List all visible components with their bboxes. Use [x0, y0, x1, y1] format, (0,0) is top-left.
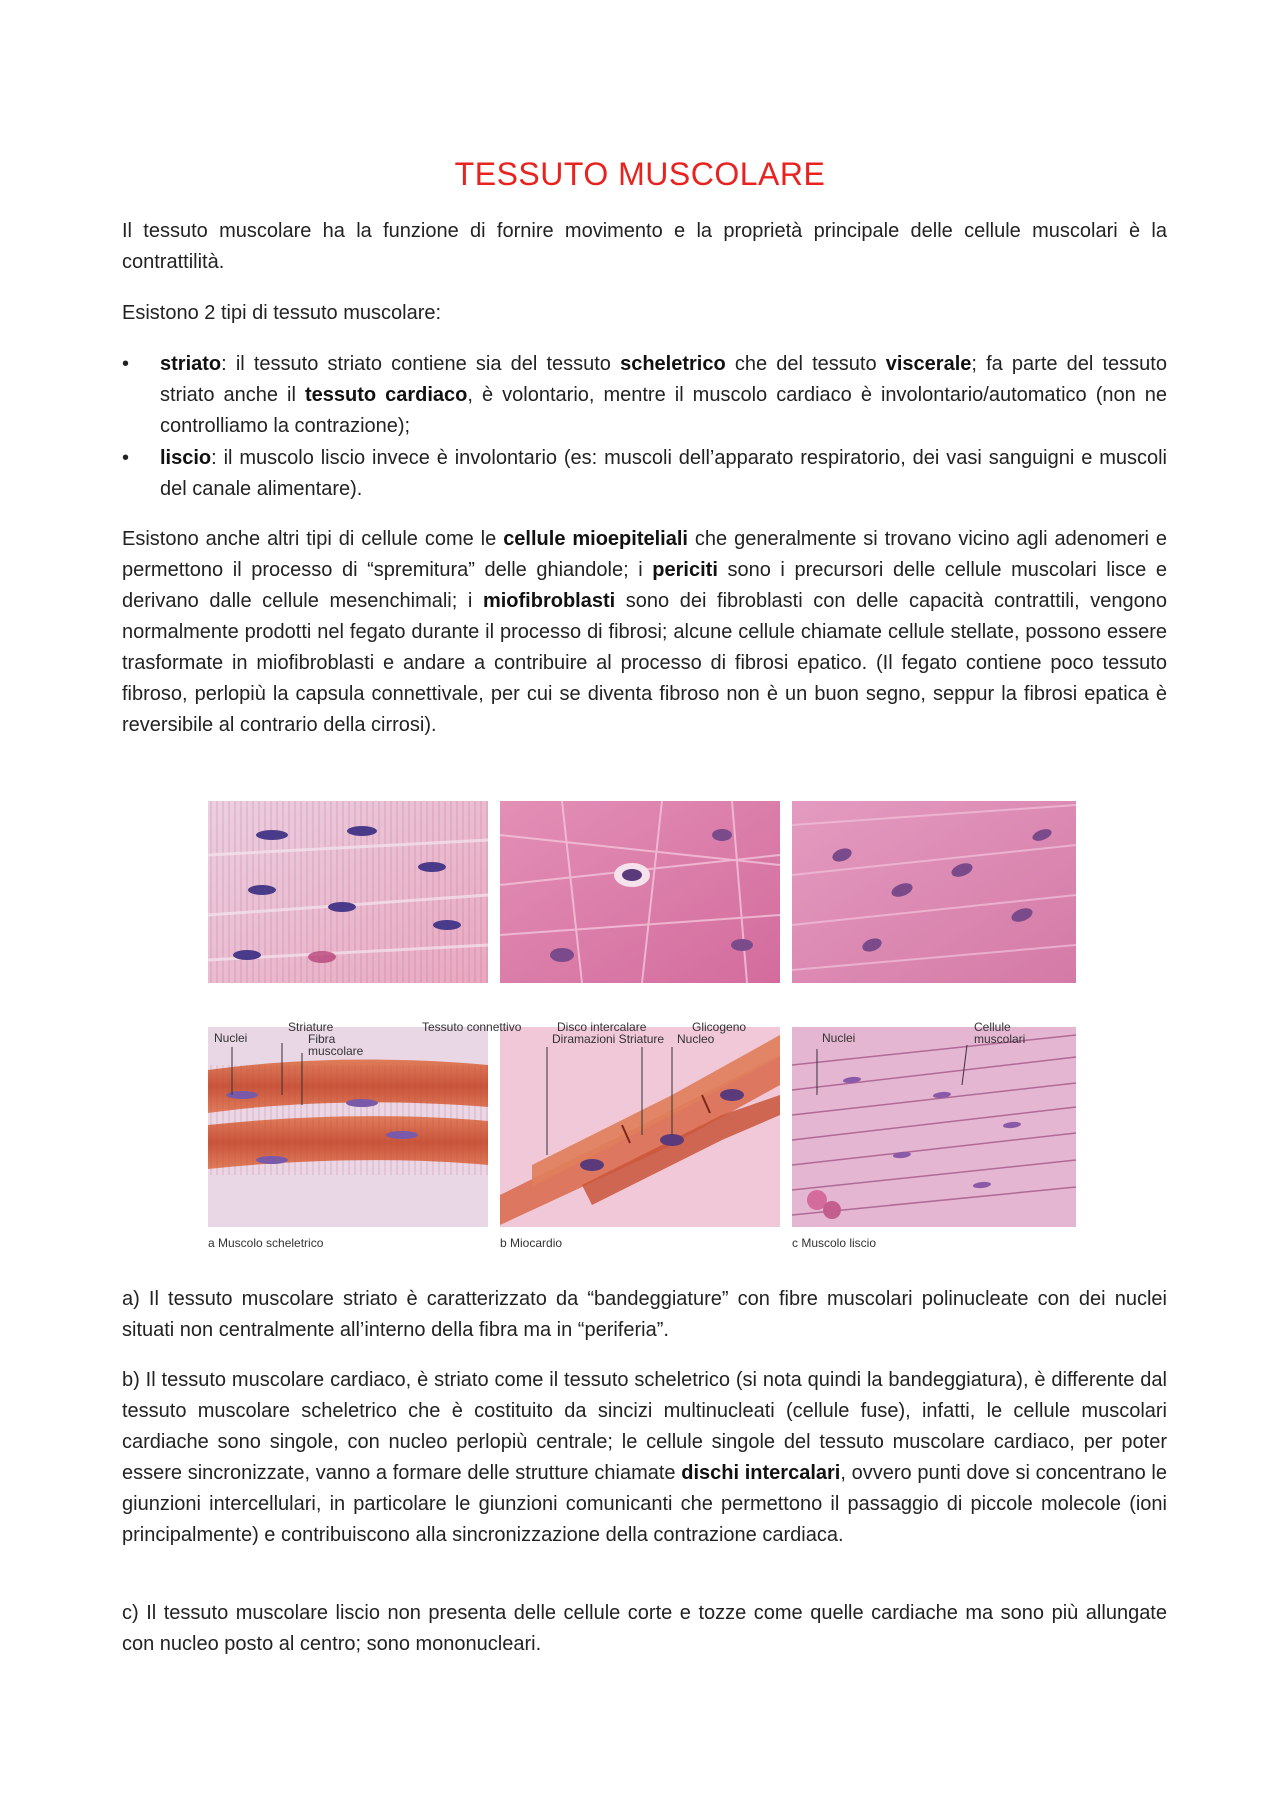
- bullet-liscio: liscio: il muscolo liscio invece è involontario (es: muscoli dell’apparato respiratorio, dei vasi sanguigni e muscoli del canale alimentare).: [160, 447, 1167, 500]
- label-muscolare: muscolare: [308, 1044, 364, 1058]
- paragraph-c: c) Il tessuto muscolare liscio non presenta delle cellule corte e tozze come quelle cardiache ma sono più allungate con nucleo posto al centro; sono mononucleari.: [122, 1602, 1167, 1655]
- other-cells-paragraph: Esistono anche altri tipi di cellule come le cellule mioepiteliali che generalmente si trovano vicino agli adenomeri e permettono il processo di “spremitura” delle ghiandole; i periciti sono i precursori delle cellule muscolari lisce e derivano dalle cellule mesenchimali; i miofibroblasti sono dei fibroblasti con delle capacità contrattili, vengono normalmente prodotti nel fegato durante il processo di fibrosi; alcune cellule chiamate cellule stellate, possono essere trasformate in miofibroblasti e andare a contribuire al processo di fibrosi epatico. (Il fegato contiene poco tessuto fibroso, perlopiù la capsula connettivale, per cui se diventa fibroso non è un buon segno, seppur la fibrosi epatica è reversibile al contrario della cirrosi).: [122, 528, 1168, 736]
- page-title: TESSUTO MUSCOLARE: [454, 156, 826, 192]
- label-striature: Striature: [288, 1020, 334, 1034]
- label-cellule: Cellule: [974, 1020, 1011, 1034]
- term-liscio: liscio: [160, 447, 212, 469]
- caption-b: b Miocardio: [500, 1236, 563, 1250]
- micrograph-a-top: [208, 801, 488, 983]
- illustration-b-cardiac: [500, 1027, 780, 1227]
- intro-paragraph: Il tessuto muscolare ha la funzione di fornire movimento e la proprietà principale delle cellule muscolari è la contrattilità.: [122, 220, 1167, 273]
- types-intro: Esistono 2 tipi di tessuto muscolare:: [122, 302, 442, 324]
- label-nuclei-c: Nuclei: [822, 1031, 856, 1045]
- caption-c: c Muscolo liscio: [792, 1236, 877, 1250]
- label-muscolari: muscolari: [974, 1032, 1026, 1046]
- term-striato: striato: [160, 353, 222, 375]
- paragraph-b: b) Il tessuto muscolare cardiaco, è striato come il tessuto scheletrico (si nota quindi la bandeggiatura), è differente dal tessuto muscolare scheletrico che è costituito da sincizi multinucleati (cellule fuse), infatti, le cellule muscolari cardiache sono singole, con nucleo perlopiù centrale; le cellule singole del tessuto muscolare cardiaco, per poter essere sincronizzate, vanno a formare delle strutture chiamate dischi intercalari, ovvero punti dove si concentrano le giunzioni intercellulari, in particolare le giunzioni comunicanti che permettono il passaggio di piccole molecole (ioni principalmente) e contribuiscono alla sincronizzazione della contrazione cardiaca.: [122, 1369, 1167, 1546]
- micrograph-b-top: [500, 801, 780, 983]
- illustration-c-smooth: [792, 1027, 1076, 1227]
- bullet-striato: striato: il tessuto striato contiene sia del tessuto scheletrico che del tessuto viscerale; fa parte del tessuto striato anche il tessuto cardiaco, è volontario, mentre il muscolo cardiaco è involontario/automatico (non ne controlliamo la contrazione);: [160, 353, 1168, 437]
- label-tessuto-connettivo: Tessuto connettivo: [422, 1020, 522, 1034]
- bullet-dot: •: [122, 353, 130, 375]
- bullet-dot: •: [122, 447, 130, 469]
- micrograph-c-top: [792, 801, 1076, 983]
- paragraph-a: a) Il tessuto muscolare striato è caratterizzato da “bandeggiature” con fibre muscolari polinucleate con dei nuclei situati non centralmente all’interno della fibra ma in “periferia”.: [122, 1288, 1167, 1341]
- histology-illustration: [202, 795, 1082, 1255]
- label-fibra: Fibra: [308, 1032, 336, 1046]
- label-nuclei-a: Nuclei: [214, 1031, 248, 1045]
- label-diramazioni-striature: Diramazioni Striature: [552, 1032, 665, 1046]
- label-disco-intercalare: Disco intercalare: [557, 1020, 647, 1034]
- label-nucleo: Nucleo: [677, 1032, 715, 1046]
- caption-a: a Muscolo scheletrico: [208, 1236, 324, 1250]
- muscle-tissue-figure: [202, 795, 1082, 1255]
- label-glicogeno: Glicogeno: [692, 1020, 747, 1034]
